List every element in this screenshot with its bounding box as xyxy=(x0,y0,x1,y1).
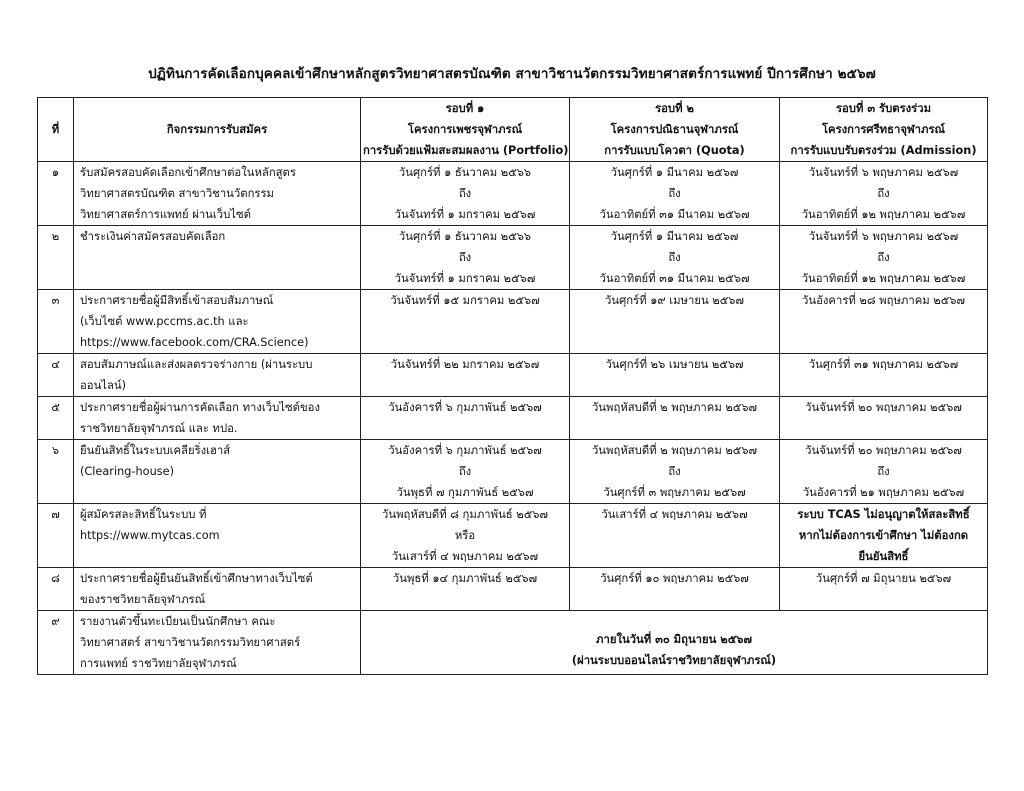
date-line: วันอาทิตย์ที่ ๑๒ พฤษภาคม ๒๕๖๗ xyxy=(801,208,966,221)
date-line: วันศุกร์ที่ ๑๙ เมษายน ๒๕๖๗ xyxy=(605,294,744,307)
date-line: วันพฤหัสบดีที่ ๒ พฤษภาคม ๒๕๖๗ xyxy=(591,401,758,414)
date-line: วันเสาร์ที่ ๔ พฤษภาคม ๒๕๖๗ xyxy=(391,550,539,563)
header-round-3-project: โครงการศรีทธาจุฬาภรณ์ xyxy=(821,123,946,136)
row-number: ๖ xyxy=(38,440,74,504)
activity-line: ประกาศรายชื่อผู้ผ่านการคัดเลือก ทางเว็บไซต์ของ xyxy=(80,401,320,414)
table-row xyxy=(38,568,988,611)
deadline-line: ภายในวันที่ ๓๐ มิถุนายน ๒๕๖๗ xyxy=(596,632,752,646)
activity-line: ยืนยันสิทธิ์ในระบบเคลียริ่งเฮาส์ xyxy=(80,444,231,457)
date-line: วันจันทร์ที่ ๒๒ มกราคม ๒๕๖๗ xyxy=(390,358,540,371)
table-row xyxy=(38,440,988,504)
date-line: วันพฤหัสบดีที่ ๘ กุมภาพันธ์ ๒๕๖๗ xyxy=(382,508,548,521)
date-line: วันจันทร์ที่ ๒๐ พฤษภาคม ๒๕๖๗ xyxy=(805,444,962,457)
row-number: ๔ xyxy=(38,354,74,397)
row-number: ๓ xyxy=(38,290,74,354)
activity-line: ของราชวิทยาลัยจุฬาภรณ์ xyxy=(80,593,206,606)
activity-line: สอบสัมภาษณ์และส่งผลตรวจร่างกาย (ผ่านระบบ xyxy=(80,358,313,371)
header-no: ที่ xyxy=(38,98,74,162)
table-row xyxy=(38,162,988,226)
row-number: ๗ xyxy=(38,504,74,568)
date-line: วันศุกร์ที่ ๑๐ พฤษภาคม ๒๕๖๗ xyxy=(600,572,749,585)
header-round-1-title: รอบที่ ๑ xyxy=(445,102,485,115)
activity-line: (Clearing-house) xyxy=(80,465,174,478)
header-round-1-type: การรับด้วยแฟ้มสะสมผลงาน (Portfolio) xyxy=(363,144,569,157)
round-3-date xyxy=(780,162,988,226)
date-line: วันศุกร์ที่ ๑ ธันวาคม ๒๕๖๖ xyxy=(398,166,532,179)
round-1-date xyxy=(361,440,570,504)
activity-line: วิทยาศาสตรบัณฑิต สาขาวิชานวัตกรรม xyxy=(80,187,275,200)
date-line: ถึง xyxy=(458,187,472,200)
table-row xyxy=(38,504,988,568)
row-number: ๘ xyxy=(38,568,74,611)
date-line: วันศุกร์ที่ ๓ พฤษภาคม ๒๕๖๗ xyxy=(603,486,746,499)
date-line: วันจันทร์ที่ ๖ พฤษภาคม ๒๕๖๗ xyxy=(808,230,959,243)
document-title: ปฏิทินการคัดเลือกบุคคลเข้าศึกษาหลักสูตรวิทยาศาสตรบัณฑิต สาขาวิชานวัตกรรมวิทยาศาสตร์การแพทย์ ปีการศึกษา ๒๕๖๗ xyxy=(148,66,876,82)
header-round-2-type: การรับแบบโควตา (Quota) xyxy=(604,144,745,157)
date-line: วันพฤหัสบดีที่ ๒ พฤษภาคม ๒๕๖๗ xyxy=(591,444,758,457)
date-line: วันศุกร์ที่ ๓๑ พฤษภาคม ๒๕๖๗ xyxy=(808,358,959,371)
round-3-note xyxy=(780,504,988,568)
round-1-date xyxy=(361,226,570,290)
activity-line: รับสมัครสอบคัดเลือกเข้าศึกษาต่อในหลักสูตร xyxy=(80,166,296,179)
row-number: ๕ xyxy=(38,397,74,440)
header-round-1-project: โครงการเพชรจุฬาภรณ์ xyxy=(407,123,523,136)
row-activity xyxy=(74,226,361,290)
date-line: ถึง xyxy=(458,465,472,478)
round-3-date xyxy=(780,354,988,397)
row-activity xyxy=(74,504,361,568)
header-round-3-title: รอบที่ ๓ รับตรงร่วม xyxy=(835,102,932,115)
round-3-date xyxy=(780,440,988,504)
activity-line: วิทยาศาสตร์การแพทย์ ผ่านเว็บไซต์ xyxy=(80,208,251,221)
round-2-date xyxy=(570,162,780,226)
activity-line: ชำระเงินค่าสมัครสอบคัดเลือก xyxy=(80,230,226,243)
round-2-date xyxy=(570,397,780,440)
table-row xyxy=(38,611,988,675)
table-row xyxy=(38,226,988,290)
round-1-date xyxy=(361,162,570,226)
activity-line: วิทยาศาสตร์ สาขาวิชานวัตกรรมวิทยาศาสตร์ xyxy=(80,636,301,649)
activity-line: ประกาศรายชื่อผู้มีสิทธิ์เข้าสอบสัมภาษณ์ xyxy=(80,294,274,307)
date-line: ถึง xyxy=(877,187,890,200)
date-line: วันจันทร์ที่ ๑๕ มกราคม ๒๕๖๗ xyxy=(390,294,540,307)
table-row xyxy=(38,354,988,397)
date-line: วันจันทร์ที่ ๒๐ พฤษภาคม ๒๕๖๗ xyxy=(805,401,962,414)
row-activity xyxy=(74,162,361,226)
date-line: วันอาทิตย์ที่ ๓๑ มีนาคม ๒๕๖๗ xyxy=(599,272,750,285)
date-line: ถึง xyxy=(877,251,890,264)
round-2-date xyxy=(570,354,780,397)
date-line: วันพุธที่ ๗ กุมภาพันธ์ ๒๕๖๗ xyxy=(396,486,534,499)
round-2-date xyxy=(570,290,780,354)
date-line: ถึง xyxy=(458,251,472,264)
row-number: ๒ xyxy=(38,226,74,290)
table-header-row xyxy=(38,98,988,162)
date-line: วันอาทิตย์ที่ ๓๑ มีนาคม ๒๕๖๗ xyxy=(599,208,750,221)
note-line: ยืนยันสิทธิ์ xyxy=(858,550,909,563)
row-activity xyxy=(74,354,361,397)
date-line: วันเสาร์ที่ ๔ พฤษภาคม ๒๕๖๗ xyxy=(601,508,748,521)
table-row xyxy=(38,290,988,354)
merged-deadline-cell xyxy=(361,611,988,675)
date-line: วันอาทิตย์ที่ ๑๒ พฤษภาคม ๒๕๖๗ xyxy=(801,272,966,285)
row-number: ๑ xyxy=(38,162,74,226)
row-activity xyxy=(74,568,361,611)
round-1-date xyxy=(361,397,570,440)
date-line: วันจันทร์ที่ ๖ พฤษภาคม ๒๕๖๗ xyxy=(808,166,959,179)
activity-line: รายงานตัวขึ้นทะเบียนเป็นนักศึกษา คณะ xyxy=(80,615,276,628)
round-3-date xyxy=(780,290,988,354)
date-line: วันศุกร์ที่ ๑ ธันวาคม ๒๕๖๖ xyxy=(398,230,532,243)
date-line: วันศุกร์ที่ ๑ มีนาคม ๒๕๖๗ xyxy=(610,166,739,179)
header-round-2-project: โครงการปณิธานจุฬาภรณ์ xyxy=(610,123,739,136)
header-round-1 xyxy=(361,98,570,162)
activity-line: https://www.facebook.com/CRA.Science) xyxy=(80,336,309,349)
date-line: วันจันทร์ที่ ๑ มกราคม ๒๕๖๗ xyxy=(394,272,536,285)
round-2-date xyxy=(570,504,780,568)
date-line: ถึง xyxy=(668,187,681,200)
date-line: วันศุกร์ที่ ๑ มีนาคม ๒๕๖๗ xyxy=(610,230,739,243)
activity-line: ผู้สมัครสละสิทธิ์ในระบบ ที่ xyxy=(80,508,207,521)
admission-calendar-table xyxy=(37,97,988,675)
date-line: วันอังคารที่ ๒๘ พฤษภาคม ๒๕๖๗ xyxy=(802,294,965,307)
round-2-date xyxy=(570,226,780,290)
deadline-line: (ผ่านระบบออนไลน์ราชวิทยาลัยจุฬาภรณ์) xyxy=(571,653,777,667)
date-line: วันอังคารที่ ๖ กุมภาพันธ์ ๒๕๖๗ xyxy=(388,401,542,414)
round-1-date xyxy=(361,504,570,568)
header-round-3 xyxy=(780,98,988,162)
round-2-date xyxy=(570,440,780,504)
date-line: ถึง xyxy=(877,465,890,478)
activity-line: การแพทย์ ราชวิทยาลัยจุฬาภรณ์ xyxy=(80,657,237,670)
date-line: หรือ xyxy=(454,529,476,542)
round-3-date xyxy=(780,397,988,440)
date-line: วันพุธที่ ๑๔ กุมภาพันธ์ ๒๕๖๗ xyxy=(392,572,538,585)
activity-line: https://www.mytcas.com xyxy=(80,529,220,542)
header-round-3-type: การรับแบบรับตรงร่วม (Admission) xyxy=(790,144,977,157)
date-line: ถึง xyxy=(668,251,681,264)
row-number: ๙ xyxy=(38,611,74,675)
activity-line: (เว็บไซต์ www.pccms.ac.th และ xyxy=(80,315,249,328)
header-activity: กิจกรรมการรับสมัคร xyxy=(74,98,361,162)
note-line: หากไม่ต้องการเข้าศึกษา ไม่ต้องกด xyxy=(798,529,969,542)
round-2-date xyxy=(570,568,780,611)
row-activity xyxy=(74,611,361,675)
row-activity xyxy=(74,290,361,354)
header-round-2-title: รอบที่ ๒ xyxy=(655,102,694,115)
date-line: วันศุกร์ที่ ๒๖ เมษายน ๒๕๖๗ xyxy=(605,358,744,371)
activity-line: ราชวิทยาลัยจุฬาภรณ์ และ ทปอ. xyxy=(80,422,238,435)
date-line: วันจันทร์ที่ ๑ มกราคม ๒๕๖๗ xyxy=(394,208,536,221)
round-1-date xyxy=(361,354,570,397)
date-line: วันอังคารที่ ๒๑ พฤษภาคม ๒๕๖๗ xyxy=(802,486,965,499)
note-line: ระบบ TCAS ไม่อนุญาตให้สละสิทธิ์ xyxy=(797,508,970,521)
round-1-date xyxy=(361,568,570,611)
row-activity xyxy=(74,440,361,504)
activity-line: ออนไลน์) xyxy=(80,379,127,392)
header-round-2 xyxy=(570,98,780,162)
round-3-date xyxy=(780,226,988,290)
row-activity xyxy=(74,397,361,440)
date-line: วันอังคารที่ ๖ กุมภาพันธ์ ๒๕๖๗ xyxy=(388,444,542,457)
round-3-date xyxy=(780,568,988,611)
round-1-date xyxy=(361,290,570,354)
date-line: ถึง xyxy=(668,465,681,478)
date-line: วันศุกร์ที่ ๗ มิถุนายน ๒๕๖๗ xyxy=(815,572,952,585)
table-row xyxy=(38,397,988,440)
activity-line: ประกาศรายชื่อผู้ยืนยันสิทธิ์เข้าศึกษาทางเว็บไซต์ xyxy=(80,572,313,585)
